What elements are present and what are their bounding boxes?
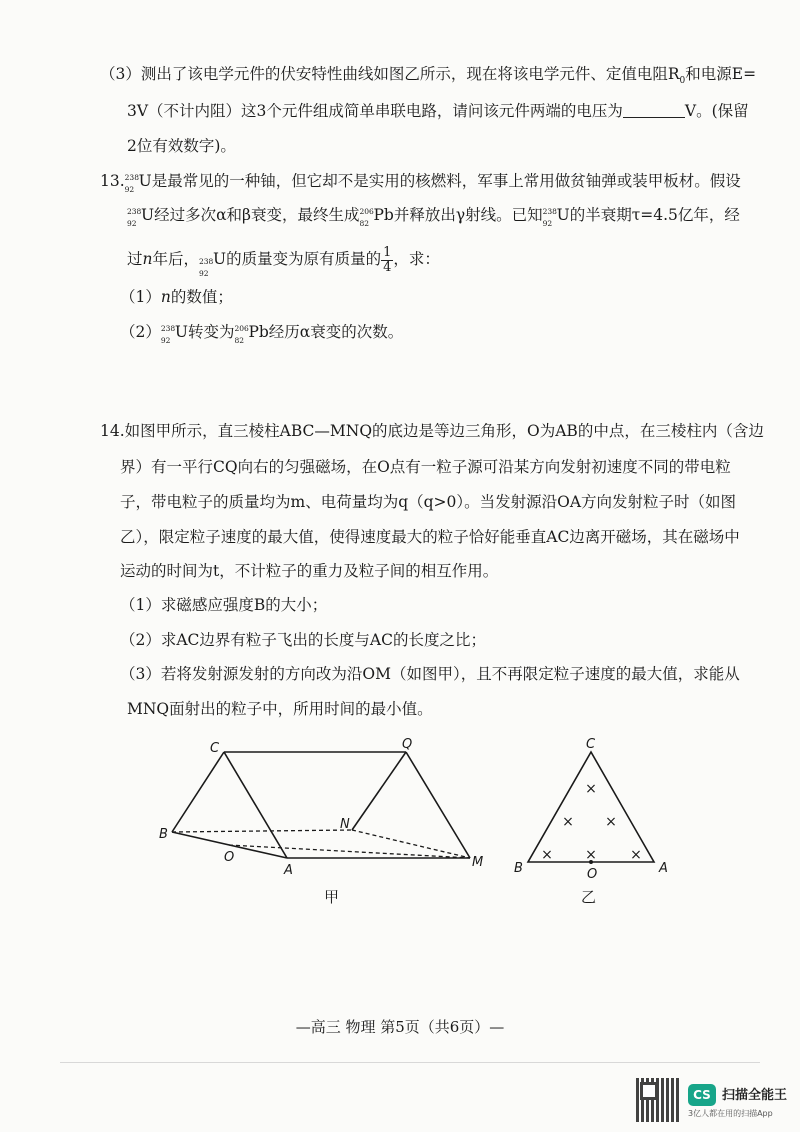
field-mark: × bbox=[585, 847, 597, 863]
field-mark: × bbox=[630, 847, 642, 863]
caption-yi: 乙 bbox=[581, 888, 597, 906]
triangle-abc bbox=[528, 752, 654, 862]
field-mark: × bbox=[562, 814, 574, 830]
label-q: Q bbox=[402, 737, 413, 752]
isotope-u238: 238 92 bbox=[124, 173, 139, 194]
q14-sub3b: MNQ面射出的粒子中，所用时间的最小值。 bbox=[127, 700, 433, 718]
q13-line1: 13. 238 92 U是最常见的一种铀，但它却不是实用的核燃料，军事上常用做贫铀弹或装甲板材。假设 bbox=[100, 172, 741, 194]
q14-sub2: （2）求AC边界有粒子飞出的长度与AC的长度之比； bbox=[120, 631, 486, 649]
page-footer: —高三 物理 第5页（共6页）— bbox=[295, 1018, 505, 1036]
q12-3-line1: （3）测出了该电学元件的伏安特性曲线如图乙所示，现在将该电学元件、定值电阻$R_0$和电源E= bbox=[100, 65, 757, 87]
label-m: M bbox=[472, 855, 484, 870]
q12-3-line3: 2位有效数字)。 bbox=[127, 137, 236, 155]
label-a: A bbox=[284, 863, 293, 878]
edge-qm bbox=[406, 752, 470, 858]
field-mark: × bbox=[585, 781, 597, 797]
scanner-tagline: 3亿人都在用的扫描App bbox=[688, 1109, 773, 1118]
label-o: O bbox=[587, 867, 598, 882]
q14-line2: 界）有一平行CQ向右的匀强磁场，在O点有一粒子源可沿某方向发射初速度不同的带电粒 bbox=[120, 458, 731, 476]
q14-line3: 子，带电粒子的质量均为m、电荷量均为q（q>0）。当发射源沿OA方向发射粒子时（如图 bbox=[120, 493, 737, 511]
fraction-one-quarter: $\frac{1}{4}$ bbox=[383, 244, 392, 275]
label-o: O bbox=[224, 850, 235, 865]
edge-cb bbox=[172, 752, 224, 832]
figure-yi-triangle bbox=[505, 730, 685, 910]
figure-jia-prism bbox=[150, 730, 490, 910]
scanner-watermark bbox=[636, 1078, 792, 1124]
edge-ca bbox=[224, 752, 287, 858]
q12-3-line2: 3V（不计内阻）这3个元件组成简单串联电路，请问该元件两端的电压为 V。(保留 bbox=[127, 102, 749, 120]
field-mark: × bbox=[605, 814, 617, 830]
label-c: C bbox=[586, 737, 596, 752]
edge-qn bbox=[352, 752, 406, 830]
q14-line4: 乙），限定粒子速度的最大值，使得速度最大的粒子恰好能垂直AC边离开磁场，其在磁场中 bbox=[120, 528, 740, 546]
field-mark: × bbox=[541, 847, 553, 863]
label-b: B bbox=[159, 827, 168, 842]
divider bbox=[60, 1062, 760, 1063]
q13-line2: 238 92 U经过多次α和β衰变，最终生成 206 82 Pb并释放出γ射线。已知 238 92 U的半衰期τ=4.5亿年，经 bbox=[127, 206, 740, 228]
q14-sub1: （1）求磁感应强度B的大小； bbox=[120, 596, 328, 614]
q14-sub3a: （3）若将发射源发射的方向改为沿OM（如图甲），且不再限定粒子速度的最大值，求能从 bbox=[120, 665, 740, 683]
label-a: A bbox=[659, 861, 668, 876]
q13-sub1: （1）n的数值； bbox=[120, 288, 233, 306]
qr-code-icon bbox=[636, 1078, 680, 1122]
label-b: B bbox=[514, 861, 523, 876]
q13-line3: 过n年后， 238 92 U的质量变为原有质量的 $\frac{1}{4}$ ，求： bbox=[127, 244, 440, 278]
q14-line1: 14.如图甲所示，直三棱柱ABC—MNQ的底边是等边三角形，O为AB的中点，在三棱柱内（含边 bbox=[100, 422, 764, 440]
scanner-brand: 扫描全能王 bbox=[722, 1088, 788, 1103]
caption-jia: 甲 bbox=[324, 888, 340, 906]
q13-sub2: （2） 238 92 U转变为 206 82 Pb经历α衰变的次数。 bbox=[120, 323, 404, 345]
q14-line5: 运动的时间为t，不计粒子的重力及粒子间的相互作用。 bbox=[120, 562, 499, 580]
camscanner-logo-icon: CS bbox=[688, 1084, 716, 1106]
label-c: C bbox=[210, 741, 220, 756]
label-n: N bbox=[340, 817, 350, 832]
edge-bn-hidden bbox=[172, 830, 352, 832]
line-om-hidden bbox=[229, 845, 470, 858]
edge-nm-hidden bbox=[352, 830, 470, 858]
answer-blank bbox=[623, 103, 685, 118]
